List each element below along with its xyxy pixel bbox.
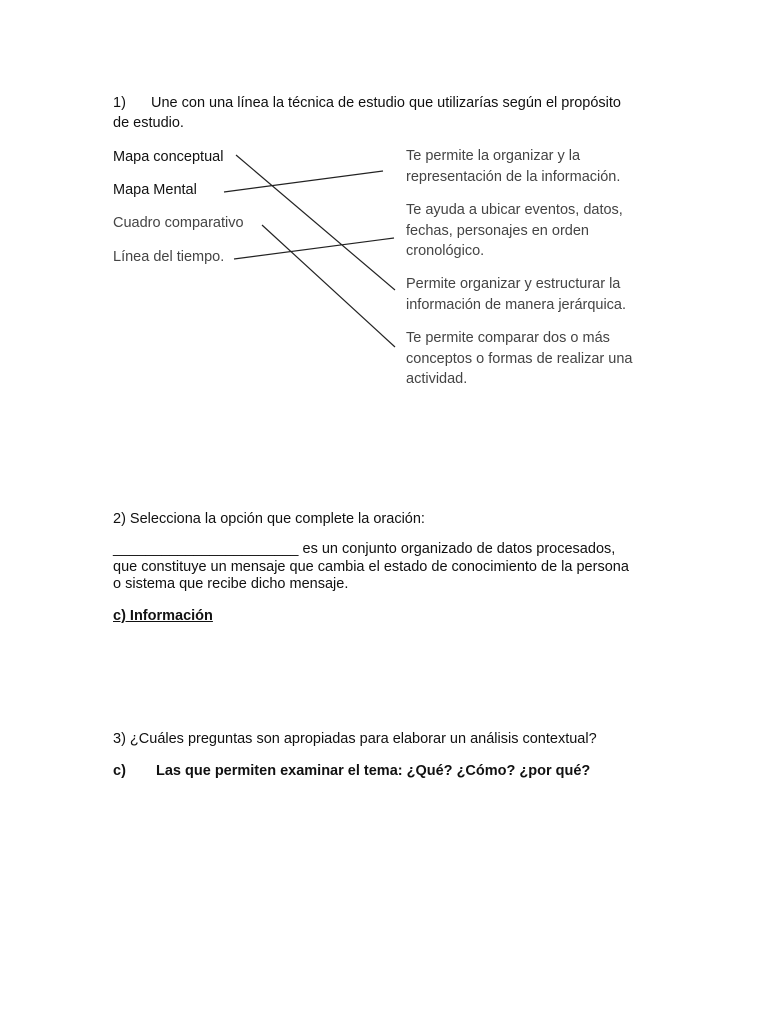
desc-line: Permite organizar y estructurar la: [406, 276, 621, 292]
q1-prompt-line1: Une con una línea la técnica de estudio que utilizarías según el propósito: [151, 95, 621, 111]
desc-line: cronológico.: [406, 243, 485, 259]
match-line-mapa-conceptual: [236, 155, 395, 290]
left-item-linea-del-tiempo: Línea del tiempo.: [113, 249, 225, 265]
q2-answer: c) Información: [113, 608, 213, 624]
match-line-linea-del-tiempo: [234, 238, 394, 259]
q1-number: 1): [113, 95, 126, 111]
desc-line: actividad.: [406, 371, 468, 387]
left-item-mapa-mental: Mapa Mental: [113, 182, 197, 198]
desc-line: conceptos o formas de realizar una: [406, 350, 633, 367]
q3-answer-letter: c): [113, 763, 126, 779]
q3-answer-text: Las que permiten examinar el tema: ¿Qué? ¿Cómo? ¿por qué?: [156, 763, 591, 779]
q1-prompt-line2: de estudio.: [113, 115, 184, 131]
desc-line: Te permite la organizar y la: [406, 148, 581, 164]
q3-prompt: 3) ¿Cuáles preguntas son apropiadas para elaborar un análisis contextual?: [113, 731, 597, 747]
match-line-mapa-mental: [224, 171, 383, 192]
desc-line: información de manera jerárquica.: [406, 296, 627, 313]
left-item-mapa-conceptual: Mapa conceptual: [113, 149, 224, 165]
desc-line: Te permite comparar dos o más: [406, 330, 610, 346]
q2-sentence: [113, 541, 673, 594]
q2-sentence-line: que constituye un mensaje que cambia el estado de conocimiento de la persona: [113, 558, 629, 575]
q2-prompt: 2) Selecciona la opción que complete la oración:: [113, 511, 425, 527]
desc-line: representación de la información.: [406, 168, 621, 185]
q2-sentence-line: o sistema que recibe dicho mensaje.: [113, 576, 349, 592]
q2-sentence-line: _______________________ es un conjunto organizado de datos procesados,: [113, 541, 616, 557]
desc-line: fechas, personajes en orden: [406, 222, 589, 239]
desc-line: Te ayuda a ubicar eventos, datos,: [406, 202, 623, 218]
match-line-cuadro-comparativo: [262, 225, 395, 347]
left-item-cuadro-comparativo: Cuadro comparativo: [113, 215, 244, 231]
